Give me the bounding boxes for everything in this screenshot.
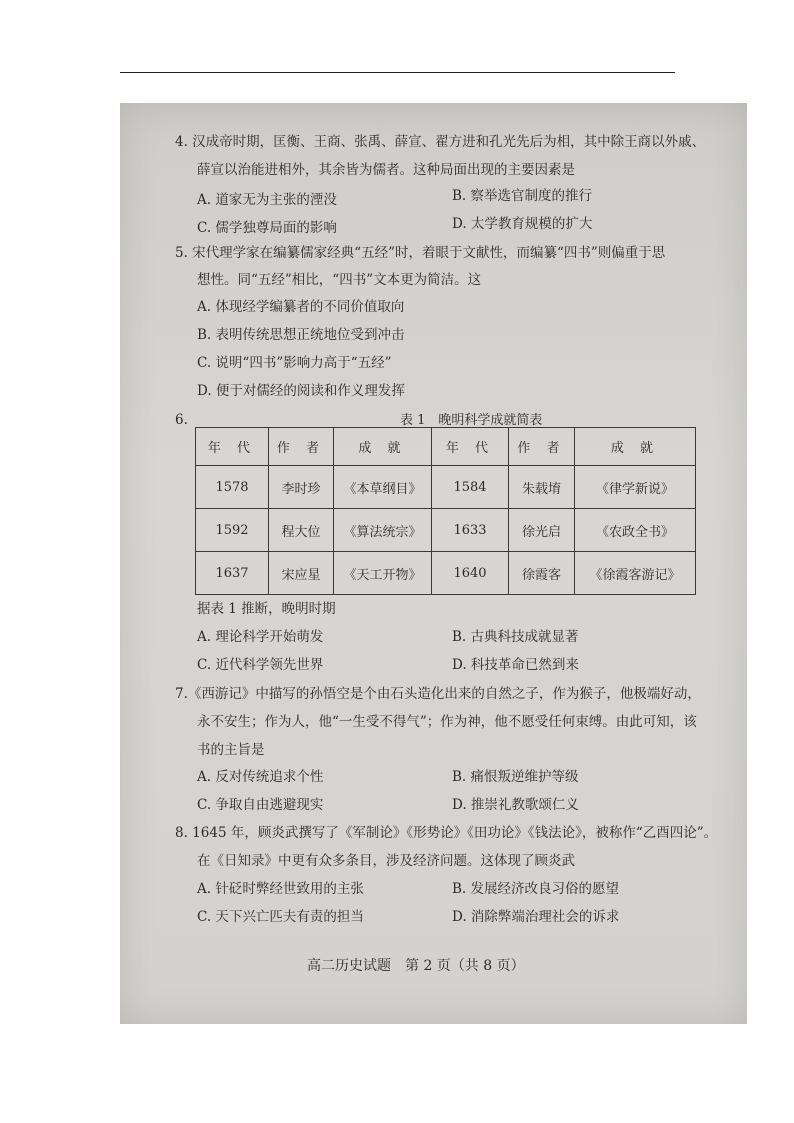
q6-stem: 据表 1 推断，晚明时期 bbox=[197, 601, 336, 617]
q4-option-a: A. 道家无为主张的湮没 bbox=[197, 192, 337, 208]
q7-stem-line-1: 7.《西游记》中描写的孙悟空是个由石头造化出来的自然之子，作为猴子，他极端好动， bbox=[175, 686, 701, 702]
q7-option-b: B. 痛恨叛逆维护等级 bbox=[452, 769, 579, 785]
page-footer: 高二历史试题 第 2 页（共 8 页） bbox=[307, 958, 525, 974]
q5-option-b: B. 表明传统思想正统地位受到冲击 bbox=[197, 327, 405, 343]
science-achievements-table bbox=[195, 427, 696, 595]
header-author: 作 者 bbox=[509, 428, 575, 466]
cell-achievement: 《本草纲目》 bbox=[334, 466, 432, 509]
cell-author: 朱载堉 bbox=[509, 466, 575, 509]
q5-option-a: A. 体现经学编纂者的不同价值取向 bbox=[197, 299, 405, 315]
table-row bbox=[196, 509, 696, 552]
header-author: 作 者 bbox=[269, 428, 334, 466]
q8-option-d: D. 消除弊端治理社会的诉求 bbox=[452, 909, 620, 925]
q7-stem-line-2: 永不安生；作为人，他“一生受不得气”；作为神，他不愿受任何束缚。由此可知，该 bbox=[197, 714, 697, 730]
q7-stem-line-3: 书的主旨是 bbox=[197, 742, 265, 758]
cell-achievement: 《徐霞客游记》 bbox=[575, 552, 696, 595]
table-caption: 表 1 晚明科学成就简表 bbox=[400, 413, 543, 428]
q8-option-b: B. 发展经济改良习俗的愿望 bbox=[452, 881, 620, 897]
q6-option-c: C. 近代科学领先世界 bbox=[197, 657, 324, 673]
cell-year: 1592 bbox=[196, 509, 269, 552]
table-header-row bbox=[196, 428, 696, 466]
cell-author: 李时珍 bbox=[269, 466, 334, 509]
q7-option-a: A. 反对传统追求个性 bbox=[197, 769, 324, 785]
cell-author: 徐光启 bbox=[509, 509, 575, 552]
cell-achievement: 《农政全书》 bbox=[575, 509, 696, 552]
cell-author: 宋应星 bbox=[269, 552, 334, 595]
q7-option-c: C. 争取自由逃避现实 bbox=[197, 797, 324, 813]
cell-achievement: 《算法统宗》 bbox=[334, 509, 432, 552]
q5-stem-line-1: 5. 宋代理学家在编纂儒家经典“五经”时，着眼于文献性，而编纂“四书”则偏重于思 bbox=[175, 245, 666, 261]
q6-option-d: D. 科技革命已然到来 bbox=[452, 657, 579, 673]
cell-year: 1633 bbox=[432, 509, 509, 552]
cell-year: 1584 bbox=[432, 466, 509, 509]
cell-year: 1637 bbox=[196, 552, 269, 595]
q4-option-d: D. 太学教育规模的扩大 bbox=[452, 216, 593, 232]
q4-option-b: B. 察举选官制度的推行 bbox=[452, 188, 593, 204]
q8-stem-line-1: 8. 1645 年，顾炎武撰写了《军制论》《形势论》《田功论》《钱法论》，被称作“乙酉四论”。 bbox=[175, 825, 718, 841]
q8-option-a: A. 针砭时弊经世致用的主张 bbox=[197, 881, 364, 897]
header-achievement: 成 就 bbox=[575, 428, 696, 466]
q6-option-a: A. 理论科学开始萌发 bbox=[197, 629, 324, 645]
cell-author: 徐霞客 bbox=[509, 552, 575, 595]
q5-stem-line-2: 想性。同“五经”相比，“四书”文本更为简洁。这 bbox=[197, 272, 482, 288]
header-year: 年 代 bbox=[432, 428, 509, 466]
q4-stem-line-1: 4. 汉成帝时期，匡衡、王商、张禹、薛宣、翟方进和孔光先后为相，其中除王商以外戚、 bbox=[175, 134, 706, 150]
q7-option-d: D. 推崇礼教歌颂仁义 bbox=[452, 797, 579, 813]
cell-year: 1640 bbox=[432, 552, 509, 595]
q4-option-c: C. 儒学独尊局面的影响 bbox=[197, 220, 337, 236]
q5-option-d: D. 便于对儒经的阅读和作义理发挥 bbox=[197, 383, 405, 399]
table-row bbox=[196, 552, 696, 595]
q6-number: 6. bbox=[175, 412, 188, 428]
top-rule bbox=[120, 72, 675, 73]
header-year: 年 代 bbox=[196, 428, 269, 466]
q5-option-c: C. 说明“四书”影响力高于“五经” bbox=[197, 355, 392, 371]
cell-year: 1578 bbox=[196, 466, 269, 509]
q8-option-c: C. 天下兴亡匹夫有责的担当 bbox=[197, 909, 364, 925]
q8-stem-line-2: 在《日知录》中更有众多条目，涉及经济问题。这体现了顾炎武 bbox=[197, 853, 575, 869]
table-row bbox=[196, 466, 696, 509]
q6-option-b: B. 古典科技成就显著 bbox=[452, 629, 579, 645]
cell-author: 程大位 bbox=[269, 509, 334, 552]
cell-achievement: 《天工开物》 bbox=[334, 552, 432, 595]
cell-achievement: 《律学新说》 bbox=[575, 466, 696, 509]
header-achievement: 成 就 bbox=[334, 428, 432, 466]
q4-stem-line-2: 薛宣以治能进相外，其余皆为儒者。这种局面出现的主要因素是 bbox=[197, 162, 575, 178]
